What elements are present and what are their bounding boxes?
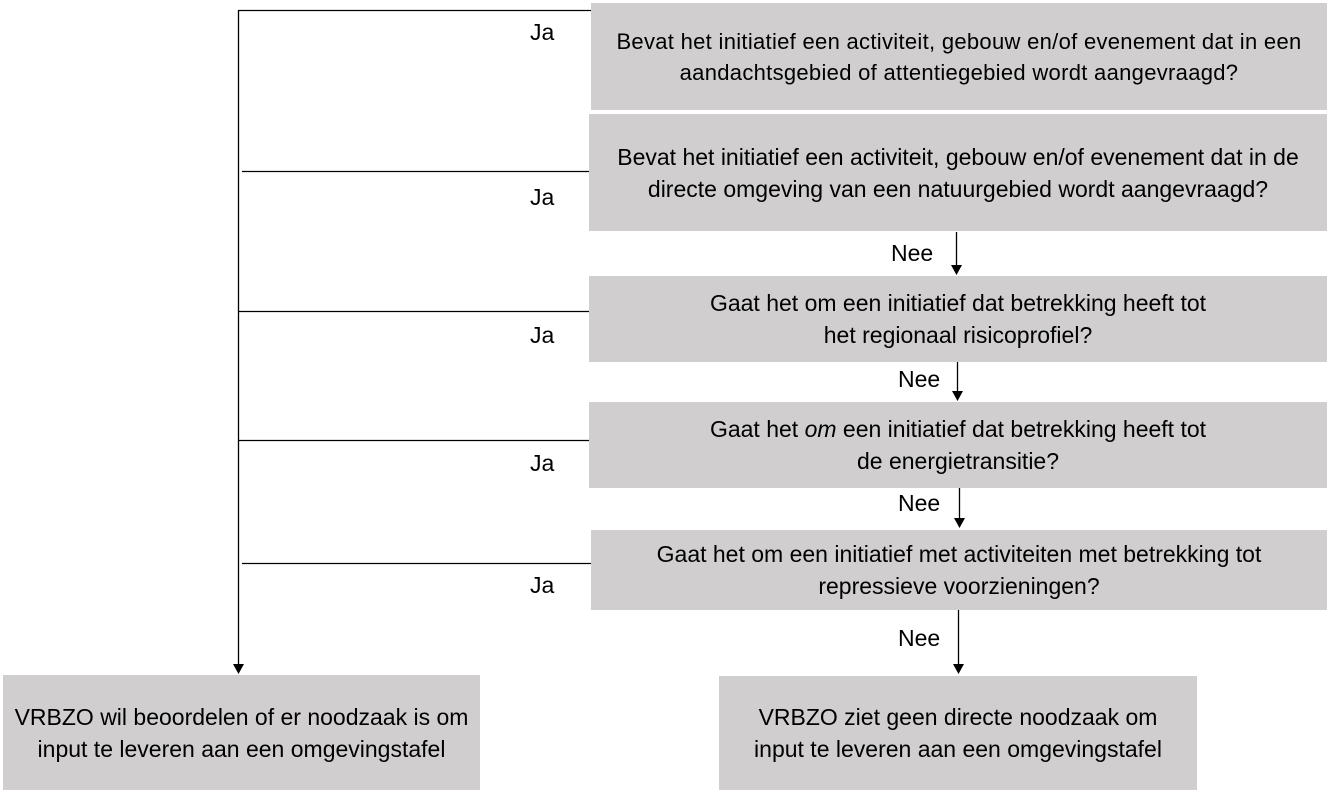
outcome-box-yes xyxy=(3,675,480,790)
outcome-box-no xyxy=(719,676,1197,790)
yes-trunk-arrowhead xyxy=(233,664,244,674)
outcome-text-yes: VRBZO wil beoordelen of er noodzaak is om input te leveren aan een omgevingstafel xyxy=(14,703,469,762)
yes-label-2: Ja xyxy=(530,184,555,210)
outcome-text-no: VRBZO ziet geen directe noodzaak om input te leveren aan een omgevingstafel xyxy=(754,704,1162,762)
no-label-1: Nee xyxy=(891,240,934,266)
emphasis-om: om xyxy=(804,416,837,442)
question-box-2 xyxy=(589,114,1327,231)
question-box-4 xyxy=(589,402,1327,488)
question-text-4: Gaat het om een initiatief dat betrekking heeft tot de energietransitie? xyxy=(709,416,1207,474)
question-text-1: Bevat het initiatief een activiteit, gebouw en/of evenement dat in een aandachtsgebied of attentiegebied wordt aangevraagd? xyxy=(616,28,1302,85)
question-box-5 xyxy=(591,530,1327,610)
no-label-2: Nee xyxy=(898,366,941,392)
no-label-4: Nee xyxy=(898,625,941,651)
question-text-3: Gaat het om een initiatief dat betrekking heeft tot het regionaal risicoprofiel? xyxy=(709,290,1207,348)
question-box-1 xyxy=(591,3,1327,110)
question-text-2: Bevat het initiatief een activiteit, gebouw en/of evenement dat in de directe omgeving van een natuurgebied wordt aangevraagd? xyxy=(617,143,1299,202)
yes-label-1: Ja xyxy=(530,19,555,45)
no-label-3: Nee xyxy=(898,490,941,516)
question-box-3 xyxy=(589,276,1327,362)
question-text-5: Gaat het om een initiatief met activiteiten met betrekking tot repressieve voorzieningen? xyxy=(656,541,1262,599)
yes-label-3: Ja xyxy=(530,322,555,348)
yes-label-4: Ja xyxy=(530,450,555,476)
yes-label-5: Ja xyxy=(530,572,555,598)
